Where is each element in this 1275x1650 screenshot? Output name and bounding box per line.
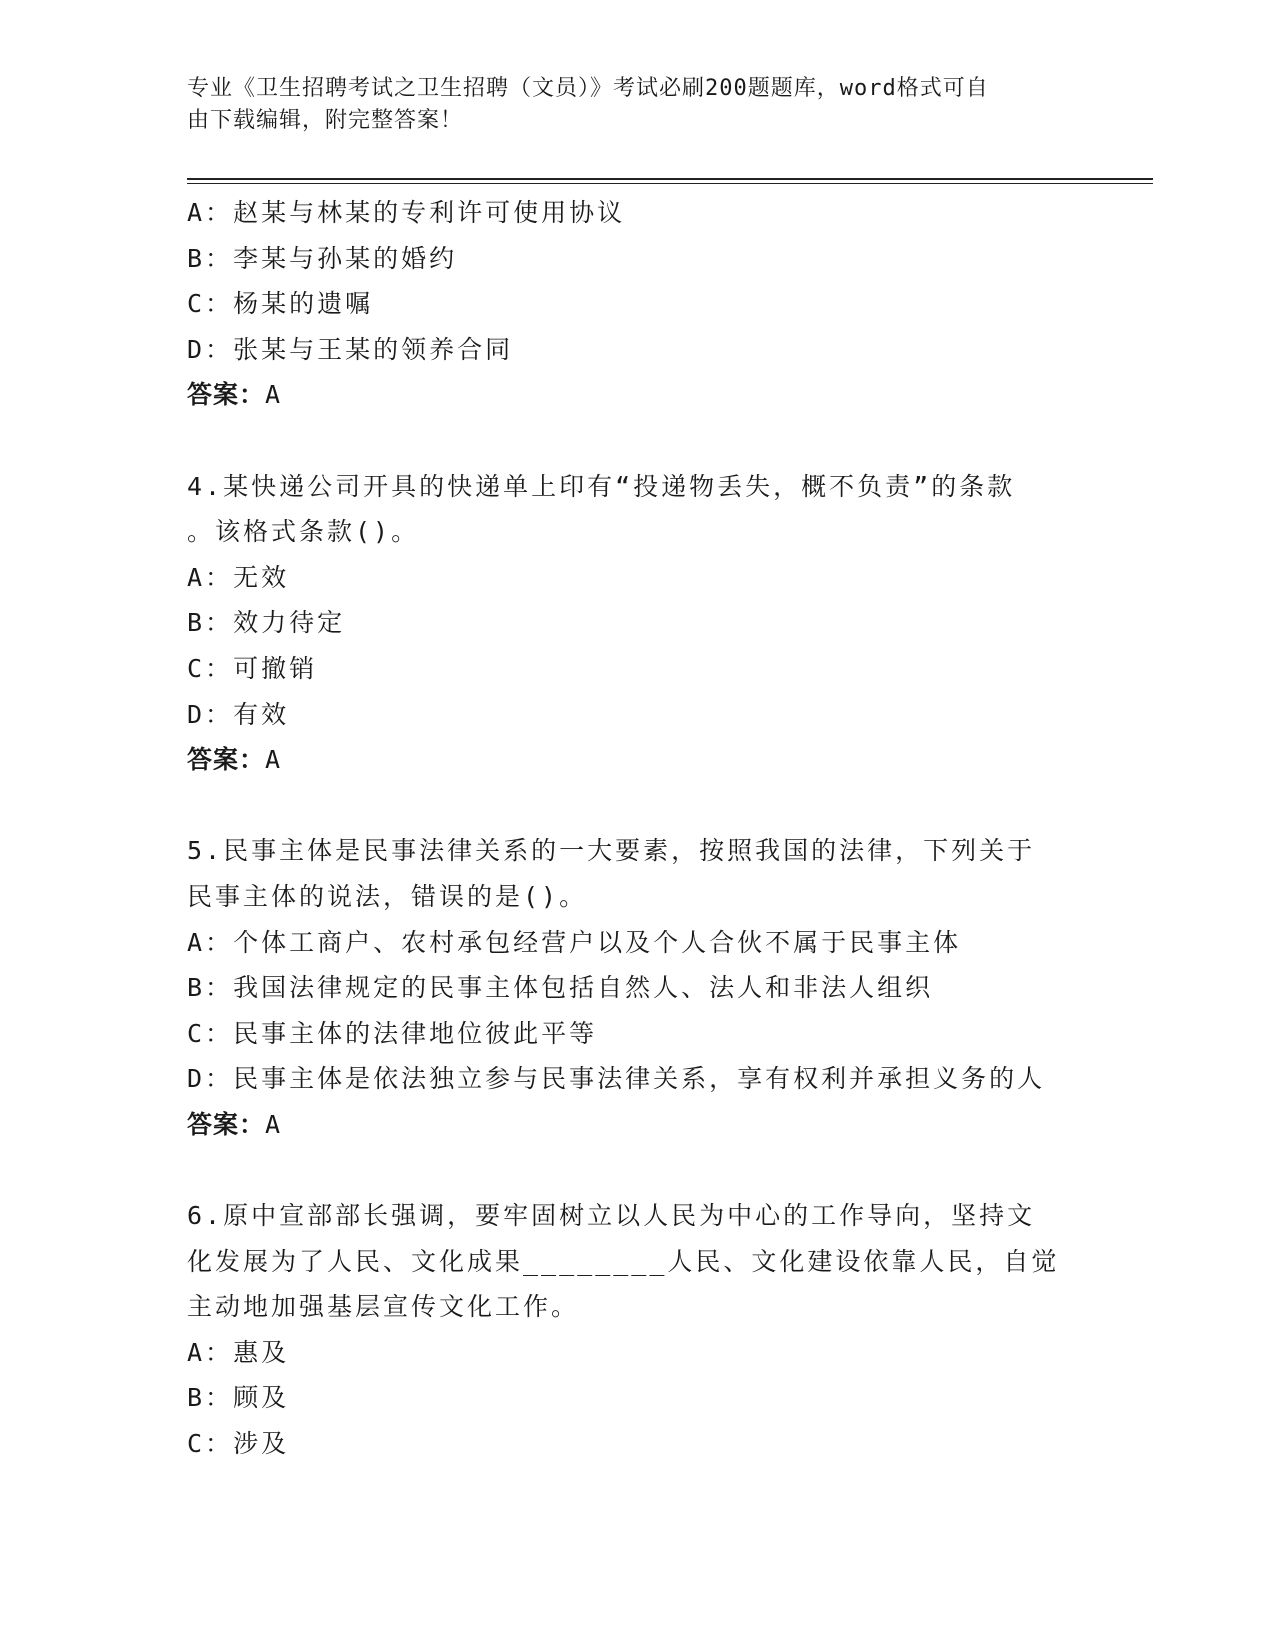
question-stem-line: 4.某快递公司开具的快递单上印有“投递物丢失，概不负责”的条款 xyxy=(187,471,1016,501)
option-letter: A： xyxy=(187,927,234,957)
question-stem-line: 化发展为了人民、文化成果________人民、文化建设依靠人民，自觉 xyxy=(187,1246,1060,1276)
option-c xyxy=(187,281,1147,327)
option-text: 赵某与林某的专利许可使用协议 xyxy=(233,198,626,227)
option-text: 杨某的遗嘱 xyxy=(233,289,374,319)
header-line-2: 由下载编辑，附完整答案！ xyxy=(187,108,464,133)
question-stem-line: 民事主体的说法，错误的是()。 xyxy=(187,881,588,911)
answer-line xyxy=(187,737,1147,783)
answer-label: 答案： xyxy=(187,745,266,775)
option-letter: A： xyxy=(187,1337,234,1367)
answer-value: A xyxy=(265,380,283,410)
question-stem-line: 6.原中宣部部长强调，要牢固树立以人民为中心的工作导向，坚持文 xyxy=(187,1201,1036,1231)
option-text: 个体工商户、农村承包经营户以及个人合伙不属于民事主体 xyxy=(233,927,962,957)
question-5 xyxy=(187,828,1147,1147)
option-text: 民事主体是依法独立参与民事法律关系，享有权利并承担义务的人 xyxy=(233,1064,1046,1094)
option-letter: B： xyxy=(187,1383,234,1413)
option-text: 效力待定 xyxy=(233,608,346,638)
option-text: 惠及 xyxy=(233,1337,290,1367)
option-letter: C： xyxy=(187,1429,234,1459)
option-letter: C： xyxy=(187,1018,234,1048)
option-letter: D： xyxy=(187,699,234,729)
header-divider-thin xyxy=(187,183,1153,184)
option-letter: B： xyxy=(187,243,234,273)
spacer xyxy=(187,1147,1147,1193)
answer-label: 答案： xyxy=(187,1109,266,1139)
option-a xyxy=(187,190,1147,236)
question-stem-line: 主动地加强基层宣传文化工作。 xyxy=(187,1292,580,1322)
answer-value: A xyxy=(265,1109,283,1139)
option-letter: C： xyxy=(187,289,234,319)
question-6 xyxy=(187,1193,1147,1467)
option-text: 民事主体的法律地位彼此平等 xyxy=(233,1018,598,1048)
option-a xyxy=(187,555,1147,601)
question-stem-line: 。该格式条款()。 xyxy=(187,517,420,547)
option-text: 涉及 xyxy=(233,1429,290,1459)
option-letter: D： xyxy=(187,334,234,364)
option-d xyxy=(187,327,1147,373)
option-d xyxy=(187,1056,1147,1102)
option-b xyxy=(187,600,1147,646)
option-b xyxy=(187,1375,1147,1421)
spacer xyxy=(187,783,1147,829)
document-header xyxy=(187,73,1067,137)
option-letter: B： xyxy=(187,973,234,1003)
option-letter: D： xyxy=(187,1064,234,1094)
question-list xyxy=(187,190,1147,1467)
option-letter: A： xyxy=(187,562,234,592)
option-text: 无效 xyxy=(233,562,290,592)
answer-line xyxy=(187,1102,1147,1148)
option-letter: C： xyxy=(187,653,234,683)
option-text: 可撤销 xyxy=(233,653,318,683)
option-letter: A： xyxy=(187,198,234,227)
answer-value: A xyxy=(265,745,283,775)
option-text: 我国法律规定的民事主体包括自然人、法人和非法人组织 xyxy=(233,973,934,1003)
option-a xyxy=(187,1330,1147,1376)
option-d xyxy=(187,692,1147,738)
question-stem-line: 5.民事主体是民事法律关系的一大要素，按照我国的法律，下列关于 xyxy=(187,836,1036,866)
option-c xyxy=(187,1011,1147,1057)
option-text: 张某与王某的领养合同 xyxy=(233,334,514,364)
option-text: 顾及 xyxy=(233,1383,290,1413)
header-divider-thick xyxy=(187,178,1153,180)
option-c xyxy=(187,646,1147,692)
question-4 xyxy=(187,464,1147,783)
question-3 xyxy=(187,190,1147,418)
answer-line xyxy=(187,372,1147,418)
option-b xyxy=(187,236,1147,282)
answer-label: 答案： xyxy=(187,380,266,410)
option-b xyxy=(187,965,1147,1011)
option-letter: B： xyxy=(187,608,234,638)
option-c xyxy=(187,1421,1147,1467)
option-a xyxy=(187,920,1147,966)
spacer xyxy=(187,418,1147,464)
option-text: 有效 xyxy=(233,699,290,729)
option-text: 李某与孙某的婚约 xyxy=(233,243,458,273)
header-line-1: 专业《卫生招聘考试之卫生招聘（文员）》考试必刷200题题库，word格式可自 xyxy=(187,76,989,101)
